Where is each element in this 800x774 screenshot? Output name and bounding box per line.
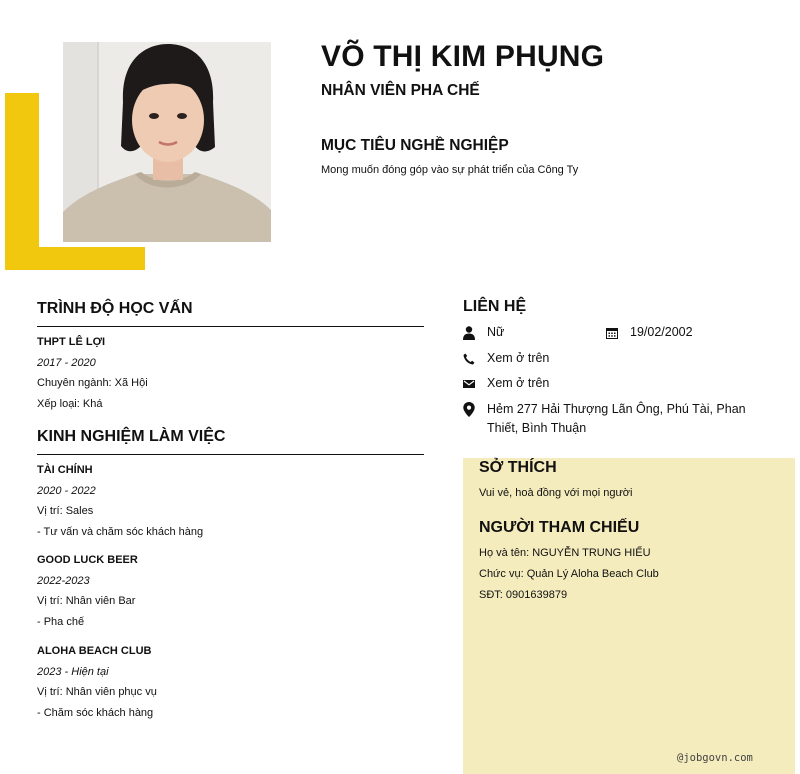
address-line-1: Hẻm 277 Hải Thượng Lãn Ông, Phú Tài, Phan	[487, 402, 746, 416]
contact-gender	[463, 323, 504, 342]
experience-period: 2020 - 2022	[37, 484, 96, 497]
objective-title: MỤC TIÊU NGHỀ NGHIỆP	[321, 137, 509, 154]
experience-org: TÀI CHÍNH	[37, 464, 93, 476]
profile-photo	[63, 42, 271, 242]
yellow-frame-horizontal	[5, 247, 145, 270]
phone-value: Xem ở trên	[487, 351, 550, 365]
phone-icon	[463, 349, 487, 368]
school-period: 2017 - 2020	[37, 356, 96, 369]
hobbies-title: SỞ THÍCH	[479, 459, 557, 476]
experience-period: 2023 - Hiện tại	[37, 665, 109, 678]
experience-item	[37, 460, 427, 542]
experience-desc: - Pha chế	[37, 615, 85, 628]
person-icon	[463, 323, 487, 342]
contact-address	[463, 400, 763, 438]
reference-phone: SĐT: 0901639879	[479, 589, 568, 601]
watermark: @jobgovn.com	[677, 752, 753, 764]
objective-text: Mong muốn đóng góp vào sự phát triển của Công Ty	[321, 164, 579, 176]
education-title: TRÌNH ĐỘ HỌC VẤN	[37, 300, 193, 317]
address-line-2: Thiết, Bình Thuận	[487, 421, 587, 435]
yellow-frame-vertical	[5, 93, 39, 270]
side-panel	[463, 458, 795, 774]
school-major: Chuyên ngành: Xã Hội	[37, 377, 148, 389]
reference-name: Họ và tên: NGUYỄN TRUNG HIẾU	[479, 547, 651, 559]
calendar-icon	[606, 323, 630, 342]
reference-position: Chức vụ: Quản Lý Aloha Beach Club	[479, 568, 659, 580]
address-value	[487, 400, 746, 438]
experience-item	[37, 550, 427, 632]
education-entry	[37, 332, 427, 414]
reference-title: NGƯỜI THAM CHIẾU	[479, 519, 640, 536]
contact-birthday	[606, 323, 693, 342]
mail-icon	[463, 374, 487, 393]
experience-position: Vị trí: Nhân viên phục vụ	[37, 686, 157, 698]
school-name: THPT LÊ LỢI	[37, 336, 106, 348]
hobbies-text: Vui vẻ, hoà đồng với mọi người	[479, 487, 633, 499]
birthday-value: 19/02/2002	[630, 325, 693, 339]
experience-divider	[37, 454, 424, 455]
gender-value: Nữ	[487, 325, 505, 339]
experience-title: KINH NGHIỆM LÀM VIỆC	[37, 428, 226, 445]
location-pin-icon	[463, 400, 487, 419]
experience-org: ALOHA BEACH CLUB	[37, 645, 152, 657]
contact-email	[463, 374, 549, 393]
contact-title: LIÊN HỆ	[463, 298, 527, 315]
experience-period: 2022-2023	[37, 574, 90, 587]
school-rank: Xếp loại: Khá	[37, 397, 103, 410]
experience-position: Vị trí: Sales	[37, 505, 94, 517]
candidate-name: VÕ THỊ KIM PHỤNG	[321, 40, 605, 73]
email-value: Xem ở trên	[487, 376, 550, 390]
experience-org: GOOD LUCK BEER	[37, 554, 138, 566]
education-divider	[37, 326, 424, 327]
experience-desc: - Chăm sóc khách hàng	[37, 706, 154, 719]
experience-position: Vị trí: Nhân viên Bar	[37, 595, 136, 607]
experience-item	[37, 641, 427, 723]
job-title: NHÂN VIÊN PHA CHẾ	[321, 82, 480, 99]
contact-phone	[463, 349, 549, 368]
experience-desc: - Tư vấn và chăm sóc khách hàng	[37, 525, 204, 538]
